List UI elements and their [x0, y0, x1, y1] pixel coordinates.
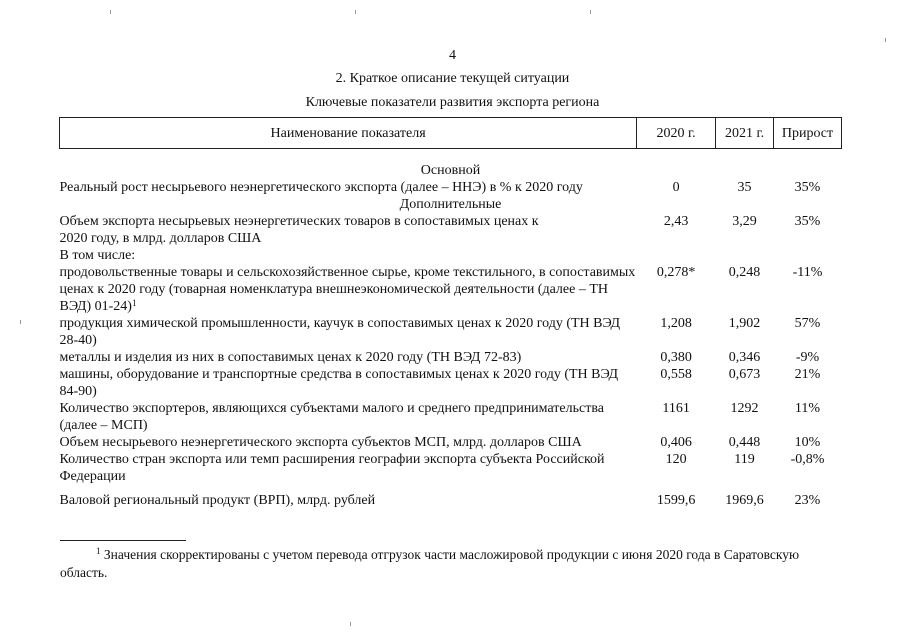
- table-row: [60, 247, 842, 264]
- table-row: [60, 213, 842, 247]
- table-row: [60, 179, 842, 196]
- group-additional-label: Дополнительные: [399, 197, 502, 212]
- row-2020: 120: [665, 452, 687, 467]
- row-2021: 0,248: [728, 265, 761, 280]
- table-header: [60, 118, 842, 149]
- row-2020: 1161: [662, 401, 690, 416]
- row-growth: 57%: [794, 316, 821, 331]
- table-row: [60, 315, 842, 349]
- table-row: [60, 349, 842, 366]
- row-name: продукция химической промышленности, каучук в сопоставимых ценах к 2020 году (ТН ВЭД 28-40): [59, 316, 621, 348]
- row-name: машины, оборудование и транспортные средства в сопоставимых ценах к 2020 году (ТН ВЭД 84-90): [59, 367, 619, 399]
- scan-mark: [110, 10, 111, 14]
- header-name: Наименование показателя: [60, 118, 637, 149]
- row-growth: 10%: [794, 435, 821, 450]
- footnote-reference: 1: [131, 298, 137, 308]
- row-name: Объем несырьевого неэнергетического экспорта субъектов МСП, млрд. долларов США: [59, 435, 582, 450]
- table-row: [60, 451, 842, 485]
- row-2021: 1969,6: [725, 493, 764, 508]
- group-row: [60, 196, 842, 213]
- row-growth: -0,8%: [790, 452, 825, 467]
- row-name: продовольственные товары и сельскохозяйственное сырье, кроме текстильного, в сопоставимых ценах к 2020 году (товарная номенклатура внешнеэкономической деятельности (далее – ТН ВЭД) 01-24): [59, 265, 636, 314]
- footnote: [60, 546, 843, 582]
- scan-mark: [885, 38, 886, 42]
- table-header-row: [60, 118, 842, 149]
- scan-mark: [355, 10, 356, 14]
- footnote-mark: 1: [96, 546, 101, 556]
- row-name: Объем экспорта несырьевых неэнергетических товаров в сопоставимых ценах к 2020 году, в млрд. долларов США: [59, 214, 539, 246]
- row-growth: 21%: [794, 367, 821, 382]
- row-2020: 2,43: [663, 214, 689, 229]
- row-2021: 0,673: [728, 367, 761, 382]
- row-growth: 35%: [794, 180, 821, 195]
- table-caption: Ключевые показатели развития экспорта региона: [305, 95, 600, 110]
- header-2020: 2020 г.: [637, 118, 716, 149]
- row-2020: 1,208: [660, 316, 692, 331]
- row-growth: -9%: [795, 350, 820, 365]
- footnote-text: Значения скорректированы с учетом перевода отгрузок части масложировой продукции с июня 2020 года в Саратовскую область.: [60, 547, 800, 580]
- row-2021: 1292: [730, 401, 759, 416]
- row-name-cell: [60, 264, 637, 315]
- row-2020: 0,406: [660, 435, 692, 450]
- row-2020: 0,558: [660, 367, 692, 382]
- row-2020: 0: [672, 180, 680, 195]
- row-name: Количество стран экспорта или темп расширения географии экспорта субъекта Российской Федерации: [59, 452, 605, 484]
- row-growth: 35%: [794, 214, 821, 229]
- row-2020: 0,278*: [656, 265, 696, 280]
- row-2021: 1,902: [728, 316, 761, 331]
- table-row: [60, 264, 842, 315]
- header-2021: 2021 г.: [716, 118, 774, 149]
- row-2021: 35: [737, 180, 752, 195]
- scan-mark: [350, 622, 351, 626]
- header-growth: Прирост: [774, 118, 842, 149]
- row-name: Валовой региональный продукт (ВРП), млрд. рублей: [59, 493, 376, 508]
- row-2021: 0,448: [728, 435, 761, 450]
- row-growth: -11%: [792, 265, 823, 280]
- table-row: [60, 434, 842, 451]
- indicators-table: [59, 117, 842, 509]
- row-growth: 11%: [794, 401, 821, 416]
- row-2020: 0,380: [660, 350, 692, 365]
- row-name: металлы и изделия из них в сопоставимых ценах к 2020 году (ТН ВЭД 72-83): [59, 350, 522, 365]
- row-2021: 0,346: [728, 350, 761, 365]
- group-main-label: Основной: [420, 163, 481, 178]
- row-2020: 1599,6: [656, 493, 696, 508]
- table-row: [60, 400, 842, 434]
- row-subheading: В том числе:: [59, 248, 136, 263]
- table-row: [60, 485, 842, 509]
- row-name: Реальный рост несырьевого неэнергетического экспорта (далее – ННЭ) в % к 2020 году: [59, 180, 583, 195]
- scan-mark: [590, 10, 591, 14]
- page-number: 4: [449, 48, 456, 63]
- row-2021: 119: [734, 452, 755, 467]
- row-name: Количество экспортеров, являющихся субъектами малого и среднего предпринимательства (далее – МСП): [59, 401, 604, 433]
- scan-mark: [20, 320, 21, 324]
- table-row: [60, 366, 842, 400]
- section-title: 2. Краткое описание текущей ситуации: [335, 71, 570, 86]
- row-2021: 3,29: [732, 214, 757, 229]
- footnote-divider: [60, 540, 186, 541]
- group-row: [60, 149, 842, 180]
- row-growth: 23%: [794, 493, 821, 508]
